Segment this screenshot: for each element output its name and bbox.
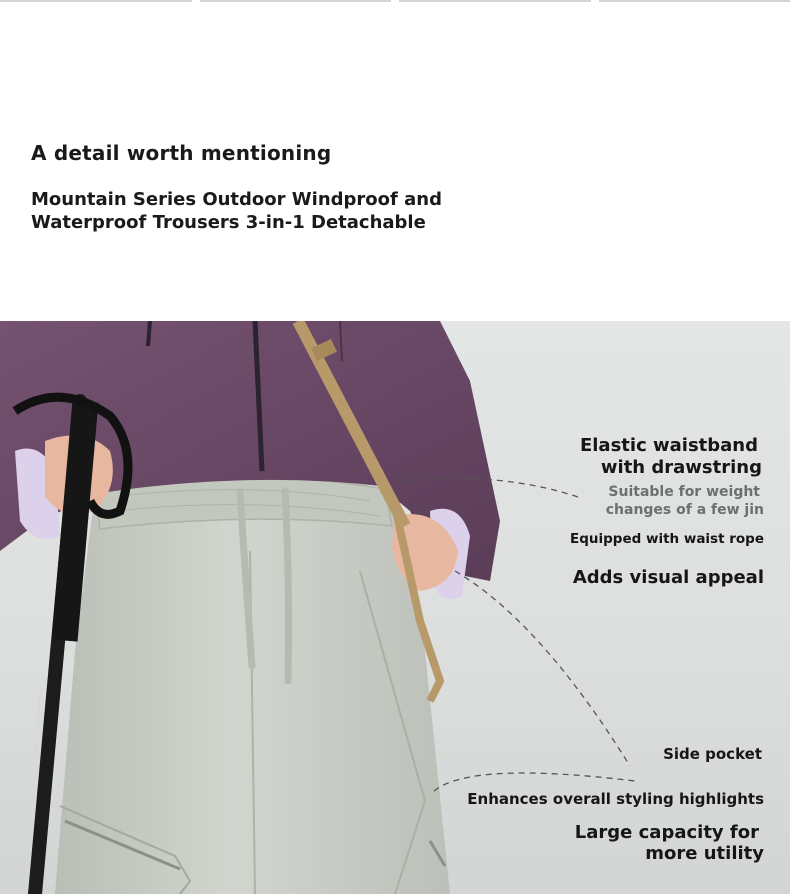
product-illustration [0, 321, 790, 894]
product-title: Mountain Series Outdoor Windproof and Waterproof Trousers 3-in-1 Detachable [31, 189, 442, 233]
top-divider [0, 0, 790, 4]
leader-appeal [455, 571, 630, 766]
product-photo [0, 321, 790, 894]
styling-highlights-text: Enhances overall styling highlights [467, 790, 764, 808]
drawstring-right [285, 491, 289, 681]
leader-pocket [434, 773, 635, 791]
waistband-title-line2: with drawstring [600, 457, 762, 478]
capacity-line1: Large capacity for [574, 822, 759, 843]
waistband-note-line2: changes of a few jin [605, 502, 764, 518]
waistband-note-line1: Suitable for weight [608, 484, 760, 500]
capacity-line2: more utility [645, 843, 764, 864]
visual-appeal-text: Adds visual appeal [572, 567, 764, 588]
side-pocket-title: Side pocket [663, 745, 762, 763]
section-heading: A detail worth mentioning [31, 141, 332, 165]
waist-rope-text: Equipped with waist rope [570, 531, 764, 547]
waistband-title-line1: Elastic waistband [579, 435, 758, 456]
